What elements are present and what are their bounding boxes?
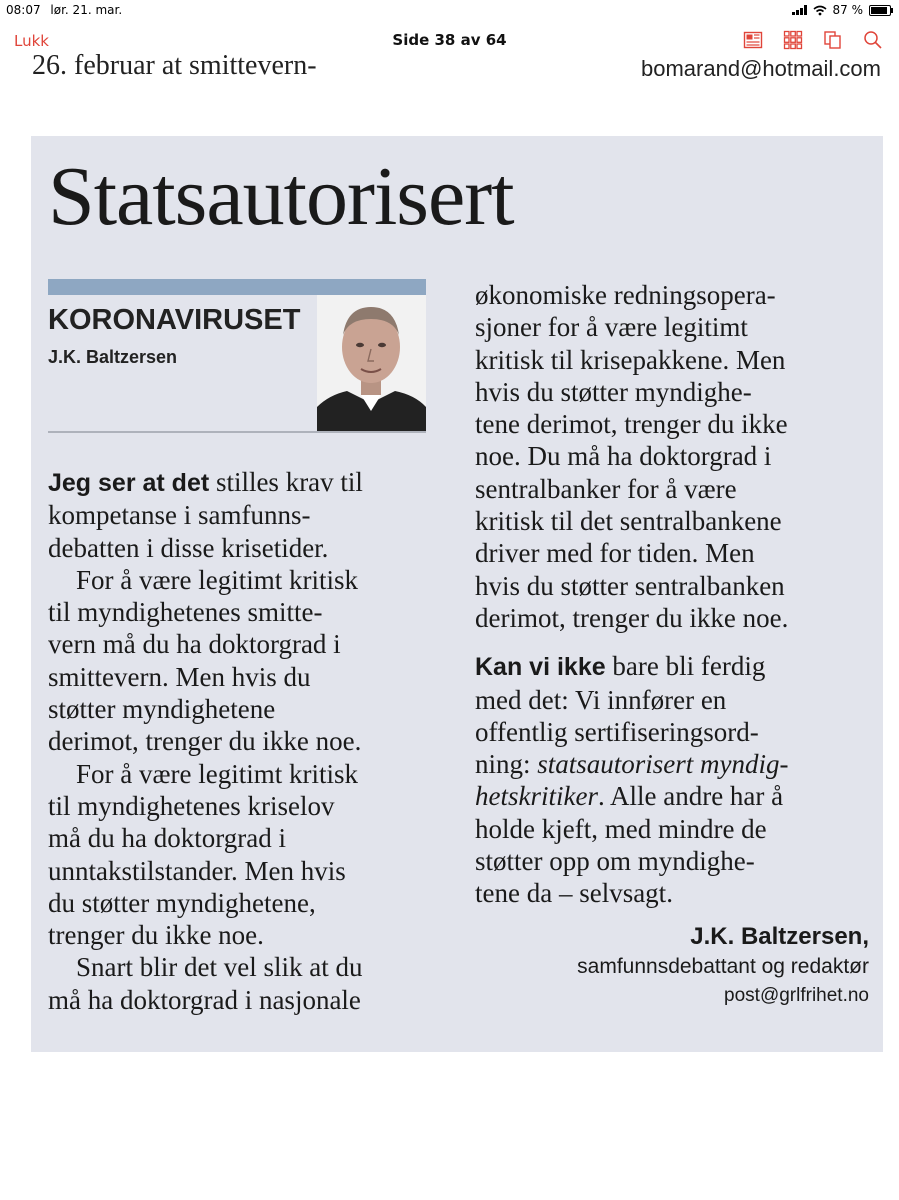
page-indicator: Side 38 av 64	[392, 31, 507, 49]
section-label: KORONAVIRUSET	[48, 304, 301, 336]
signal-icon	[792, 5, 807, 15]
article-column-2	[475, 279, 789, 910]
body-line: unntakstilstander. Men hvis	[48, 855, 346, 886]
body-line: tene da – selvsagt.	[475, 878, 673, 909]
body-line: tene derimot, trenger du ikke	[475, 409, 788, 440]
signature-name: J.K. Baltzersen,	[690, 923, 869, 950]
body-line: offentlig sertifiseringsord-	[475, 716, 759, 747]
paragraph-gap	[475, 634, 789, 650]
body-line: til myndighetenes smitte-	[48, 597, 323, 628]
body-text: ning:	[475, 749, 538, 780]
body-line: du støtter myndighetene,	[48, 887, 316, 918]
search-icon[interactable]	[863, 30, 883, 50]
article-headline: Statsautorisert	[48, 150, 514, 243]
close-button[interactable]: Lukk	[14, 32, 49, 50]
column-header	[48, 279, 426, 433]
body-line: trenger du ikke noe.	[48, 920, 264, 951]
signature-role: samfunnsdebattant og redaktør	[577, 955, 869, 978]
body-line: må du ha doktorgrad i	[48, 823, 286, 854]
body-line: sjoner for å være legitimt	[475, 312, 748, 343]
body-line: kompetanse i samfunns-	[48, 500, 311, 531]
body-line: kritisk til det sentralbankene	[475, 506, 782, 537]
italic-text: hetskritiker	[475, 781, 598, 812]
status-time-date	[6, 3, 122, 17]
status-bar	[0, 0, 899, 22]
body-line: økonomiske redningsopera-	[475, 280, 776, 310]
body-text: . Alle andre har å	[597, 781, 784, 812]
body-line: støtter myndighetene	[48, 694, 276, 725]
body-line: For å være legitimt kritisk	[76, 564, 358, 595]
signature-email: post@grlfrihet.no	[724, 985, 869, 1006]
body-line: vern må du ha doktorgrad i	[48, 629, 341, 660]
status-time: 08:07	[6, 3, 41, 17]
battery-text: 87 %	[832, 3, 863, 17]
toolbar-icons	[743, 30, 883, 50]
body-line: debatten i disse krisetider.	[48, 532, 329, 563]
author-byline: J.K. Baltzersen	[48, 347, 178, 367]
body-line	[475, 748, 789, 780]
body-line: smittevern. Men hvis du	[48, 661, 311, 692]
body-line: hvis du støtter sentralbanken	[475, 570, 785, 601]
wifi-icon	[813, 5, 827, 16]
body-line: sentralbanker for å være	[475, 473, 737, 504]
body-line: til myndighetenes kriselov	[48, 790, 335, 821]
italic-text: statsautorisert myndig-	[537, 749, 789, 780]
body-line: Snart blir det vel slik at du	[76, 952, 363, 983]
body-line: støtter opp om myndighe-	[475, 846, 755, 877]
status-right	[792, 3, 892, 17]
author-photo	[317, 295, 426, 431]
body-line	[48, 466, 363, 499]
body-line: med det: Vi innfører en	[475, 684, 727, 715]
previous-article-email: bomarand@hotmail.com	[641, 56, 881, 81]
body-text: stilles krav til	[215, 467, 363, 497]
body-line	[475, 650, 789, 683]
page-layout-icon[interactable]	[743, 30, 763, 50]
column-header-rule	[48, 431, 426, 433]
body-text: bare bli ferdig	[612, 651, 766, 682]
battery-fill	[871, 7, 887, 14]
body-line: kritisk til krisepakkene. Men	[475, 344, 786, 375]
body-line: må ha doktorgrad i nasjonale	[48, 984, 361, 1015]
grid-icon[interactable]	[783, 30, 803, 50]
column-header-bar	[48, 279, 426, 295]
signature-block	[577, 923, 869, 1007]
body-line: hvis du støtter myndighe-	[475, 376, 752, 407]
previous-article-text: 26. februar at smittevern-	[32, 50, 317, 81]
copy-pages-icon[interactable]	[823, 30, 843, 50]
lead-in-2: Kan vi ikke	[475, 653, 606, 682]
body-line: derimot, trenger du ikke noe.	[48, 726, 362, 757]
body-line	[475, 780, 789, 812]
body-line: holde kjeft, med mindre de	[475, 813, 767, 844]
lead-in-1: Jeg ser at det	[48, 469, 210, 497]
body-line: noe. Du må ha doktorgrad i	[475, 441, 772, 472]
body-line: For å være legitimt kritisk	[76, 758, 358, 789]
battery-icon	[869, 5, 891, 16]
body-line: driver med for tiden. Men	[475, 538, 755, 569]
body-line: derimot, trenger du ikke noe.	[475, 602, 789, 633]
article-column-1	[48, 466, 363, 1016]
status-date: lør. 21. mar.	[50, 3, 123, 17]
